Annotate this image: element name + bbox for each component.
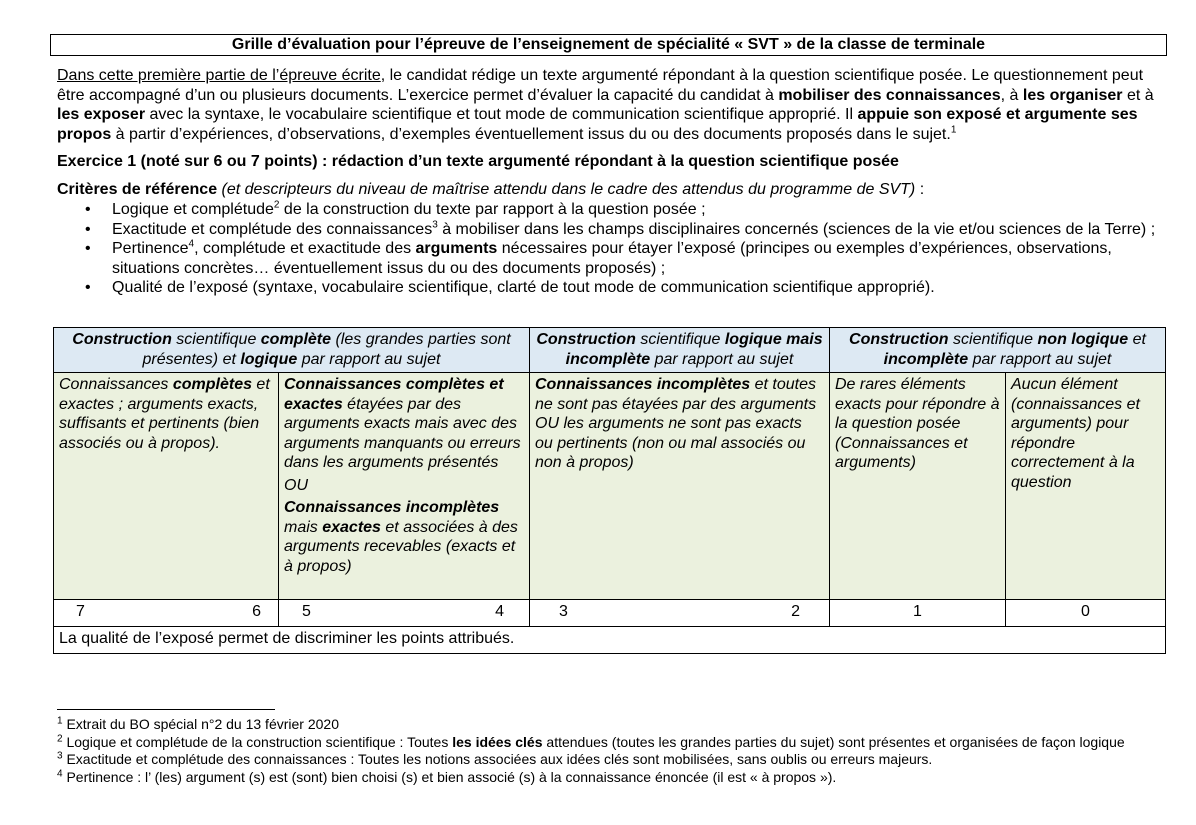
grid-header: Construction scientifique non logique et incomplète par rapport au sujet xyxy=(830,328,1166,373)
bullet-icon: • xyxy=(85,220,91,238)
intro-text: , à xyxy=(1000,86,1023,104)
intro-text: , le candidat rédige un texte argumenté répondant à la question scientifique posée. Le questionnement peut être accompagné d’un ou plusieurs documents. L’exercice permet d’évaluer la capacité du candidat à xyxy=(57,67,1144,104)
intro-text: avec la syntaxe, le vocabulaire scientifique et tout mode de communication scientifique approprié. Il xyxy=(145,106,858,123)
footnote: $^4$ Pertinence : l’ (les) argument (s) est (sont) bien choisi (s) et bien associé (s) à la connaissance énoncée (il est « à propos »). xyxy=(57,767,837,785)
intro-bold: mobiliser des connaissances xyxy=(778,86,1001,104)
intro-paragraph xyxy=(57,66,1162,144)
grid-cell: Connaissances complètes et exactes ; arguments exacts, suffisants et pertinents (bien associés ou à propos). xyxy=(54,373,279,600)
grid-header: Construction scientifique complète (les grandes parties sont présentes) et logique par rapport au sujet xyxy=(54,328,530,373)
intro-bold: les exposer xyxy=(57,106,146,123)
evaluation-grid xyxy=(53,327,1166,654)
criteria-bold: arguments xyxy=(415,240,498,257)
score-cell: 0 xyxy=(1006,600,1166,627)
footnote: $^1$ Extrait du BO spécial n°2 du 13 février 2020 xyxy=(57,715,339,732)
criteria-colon: : xyxy=(915,181,925,198)
criteria-text: de la construction du texte par rapport à la question posée ; xyxy=(279,201,706,218)
criteria-text: à mobiliser dans les champs disciplinaires concernés (sciences de la vie et/ou sciences de la Terre) ; xyxy=(437,220,1156,238)
footnote-divider xyxy=(57,709,275,710)
grid-cell: Connaissances complètes et exactes étayées par des arguments exacts mais avec des arguments manquants ou erreurs dans les arguments présentés OU Connaissances incomplètes mais exactes et associées à des arguments recevables (exacts et à propos) xyxy=(279,373,530,600)
page-title: Grille d’évaluation pour l’épreuve de l’enseignement de spécialité « SVT » de la classe de terminale xyxy=(50,34,1167,56)
criteria-list xyxy=(57,200,1157,298)
or-separator: OU xyxy=(284,476,308,494)
intro-underlined: Dans cette première partie de l’épreuve écrite xyxy=(57,67,381,84)
footnotes xyxy=(57,716,1157,786)
criteria-text: Pertinence xyxy=(112,240,189,257)
grid-header: Construction scientifique logique mais incomplète par rapport au sujet xyxy=(530,328,830,373)
intro-bold: appuie son exposé et argumente ses propos xyxy=(57,106,1138,143)
intro-text: et à xyxy=(1122,86,1154,104)
list-item xyxy=(57,220,1157,240)
footnote-ref: 2 xyxy=(273,199,280,211)
list-item xyxy=(57,278,1157,298)
criteria-desc: (et descripteurs du niveau de maîtrise attendu dans le cadre des attendus du programme de SVT) xyxy=(217,181,916,198)
score-cell: 3 2 xyxy=(530,600,830,627)
bullet-icon: • xyxy=(85,201,91,218)
criteria-text: Logique et complétude xyxy=(112,201,274,218)
criteria-text: nécessaires pour étayer l’exposé (principes ou exemples d’expériences, observations, situations concrètes… éventuellement issus du ou des documents proposés) ; xyxy=(112,240,1112,277)
criteria-heading xyxy=(57,180,1162,200)
score-cell: 5 4 xyxy=(279,600,530,627)
score-cell: 7 6 xyxy=(54,600,279,627)
footnote-ref: 1 xyxy=(950,124,957,136)
footnote-ref: 4 xyxy=(188,238,195,250)
list-item xyxy=(57,200,1157,220)
criteria-text: , complétude et exactitude des xyxy=(194,240,416,257)
exercise-title: Exercice 1 (noté sur 6 ou 7 points) : rédaction d’un texte argumenté répondant à la question scientifique posée xyxy=(57,153,899,170)
bullet-icon: • xyxy=(85,240,91,257)
table-row xyxy=(54,328,1166,373)
grid-note: La qualité de l’exposé permet de discriminer les points attribués. xyxy=(54,627,1166,654)
criteria-label: Critères de référence xyxy=(57,181,218,198)
criteria-text: Exactitude et complétude des connaissances xyxy=(112,220,433,238)
table-row xyxy=(54,373,1166,600)
table-row xyxy=(54,600,1166,627)
intro-bold: les organiser xyxy=(1022,86,1123,104)
score-cell: 1 xyxy=(830,600,1006,627)
bullet-icon: • xyxy=(85,279,91,296)
footnote: $^3$ Exactitude et complétude des connaissances : Toutes les notions associées aux idées clés sont mobilisées, sans oublis ou erreurs majeurs. xyxy=(57,750,933,767)
list-item xyxy=(57,239,1157,278)
criteria-text: Qualité de l’exposé (syntaxe, vocabulaire scientifique, clarté de tout mode de communication scientifique approprié). xyxy=(112,279,935,296)
grid-cell: Aucun élément (connaissances et arguments) pour répondre correctement à la question xyxy=(1006,373,1166,600)
grid-cell: De rares éléments exacts pour répondre à la question posée (Connaissances et arguments) xyxy=(830,373,1006,600)
footnote: $^2$ Logique et complétude de la construction scientifique : Toutes les idées clés attendues (toutes les grandes parties du sujet) sont présentes et organisées de façon logique xyxy=(57,732,1125,750)
intro-text: à partir d’expériences, d’observations, d’exemples éventuellement issus du ou des documents proposés dans le sujet. xyxy=(111,125,951,143)
footnote-ref: 3 xyxy=(432,219,438,231)
grid-cell: Connaissances incomplètes et toutes ne sont pas étayées par des arguments OU les arguments ne sont pas exacts ou pertinents (non ou mal associés ou non à propos) xyxy=(530,373,830,600)
table-row xyxy=(54,627,1166,654)
